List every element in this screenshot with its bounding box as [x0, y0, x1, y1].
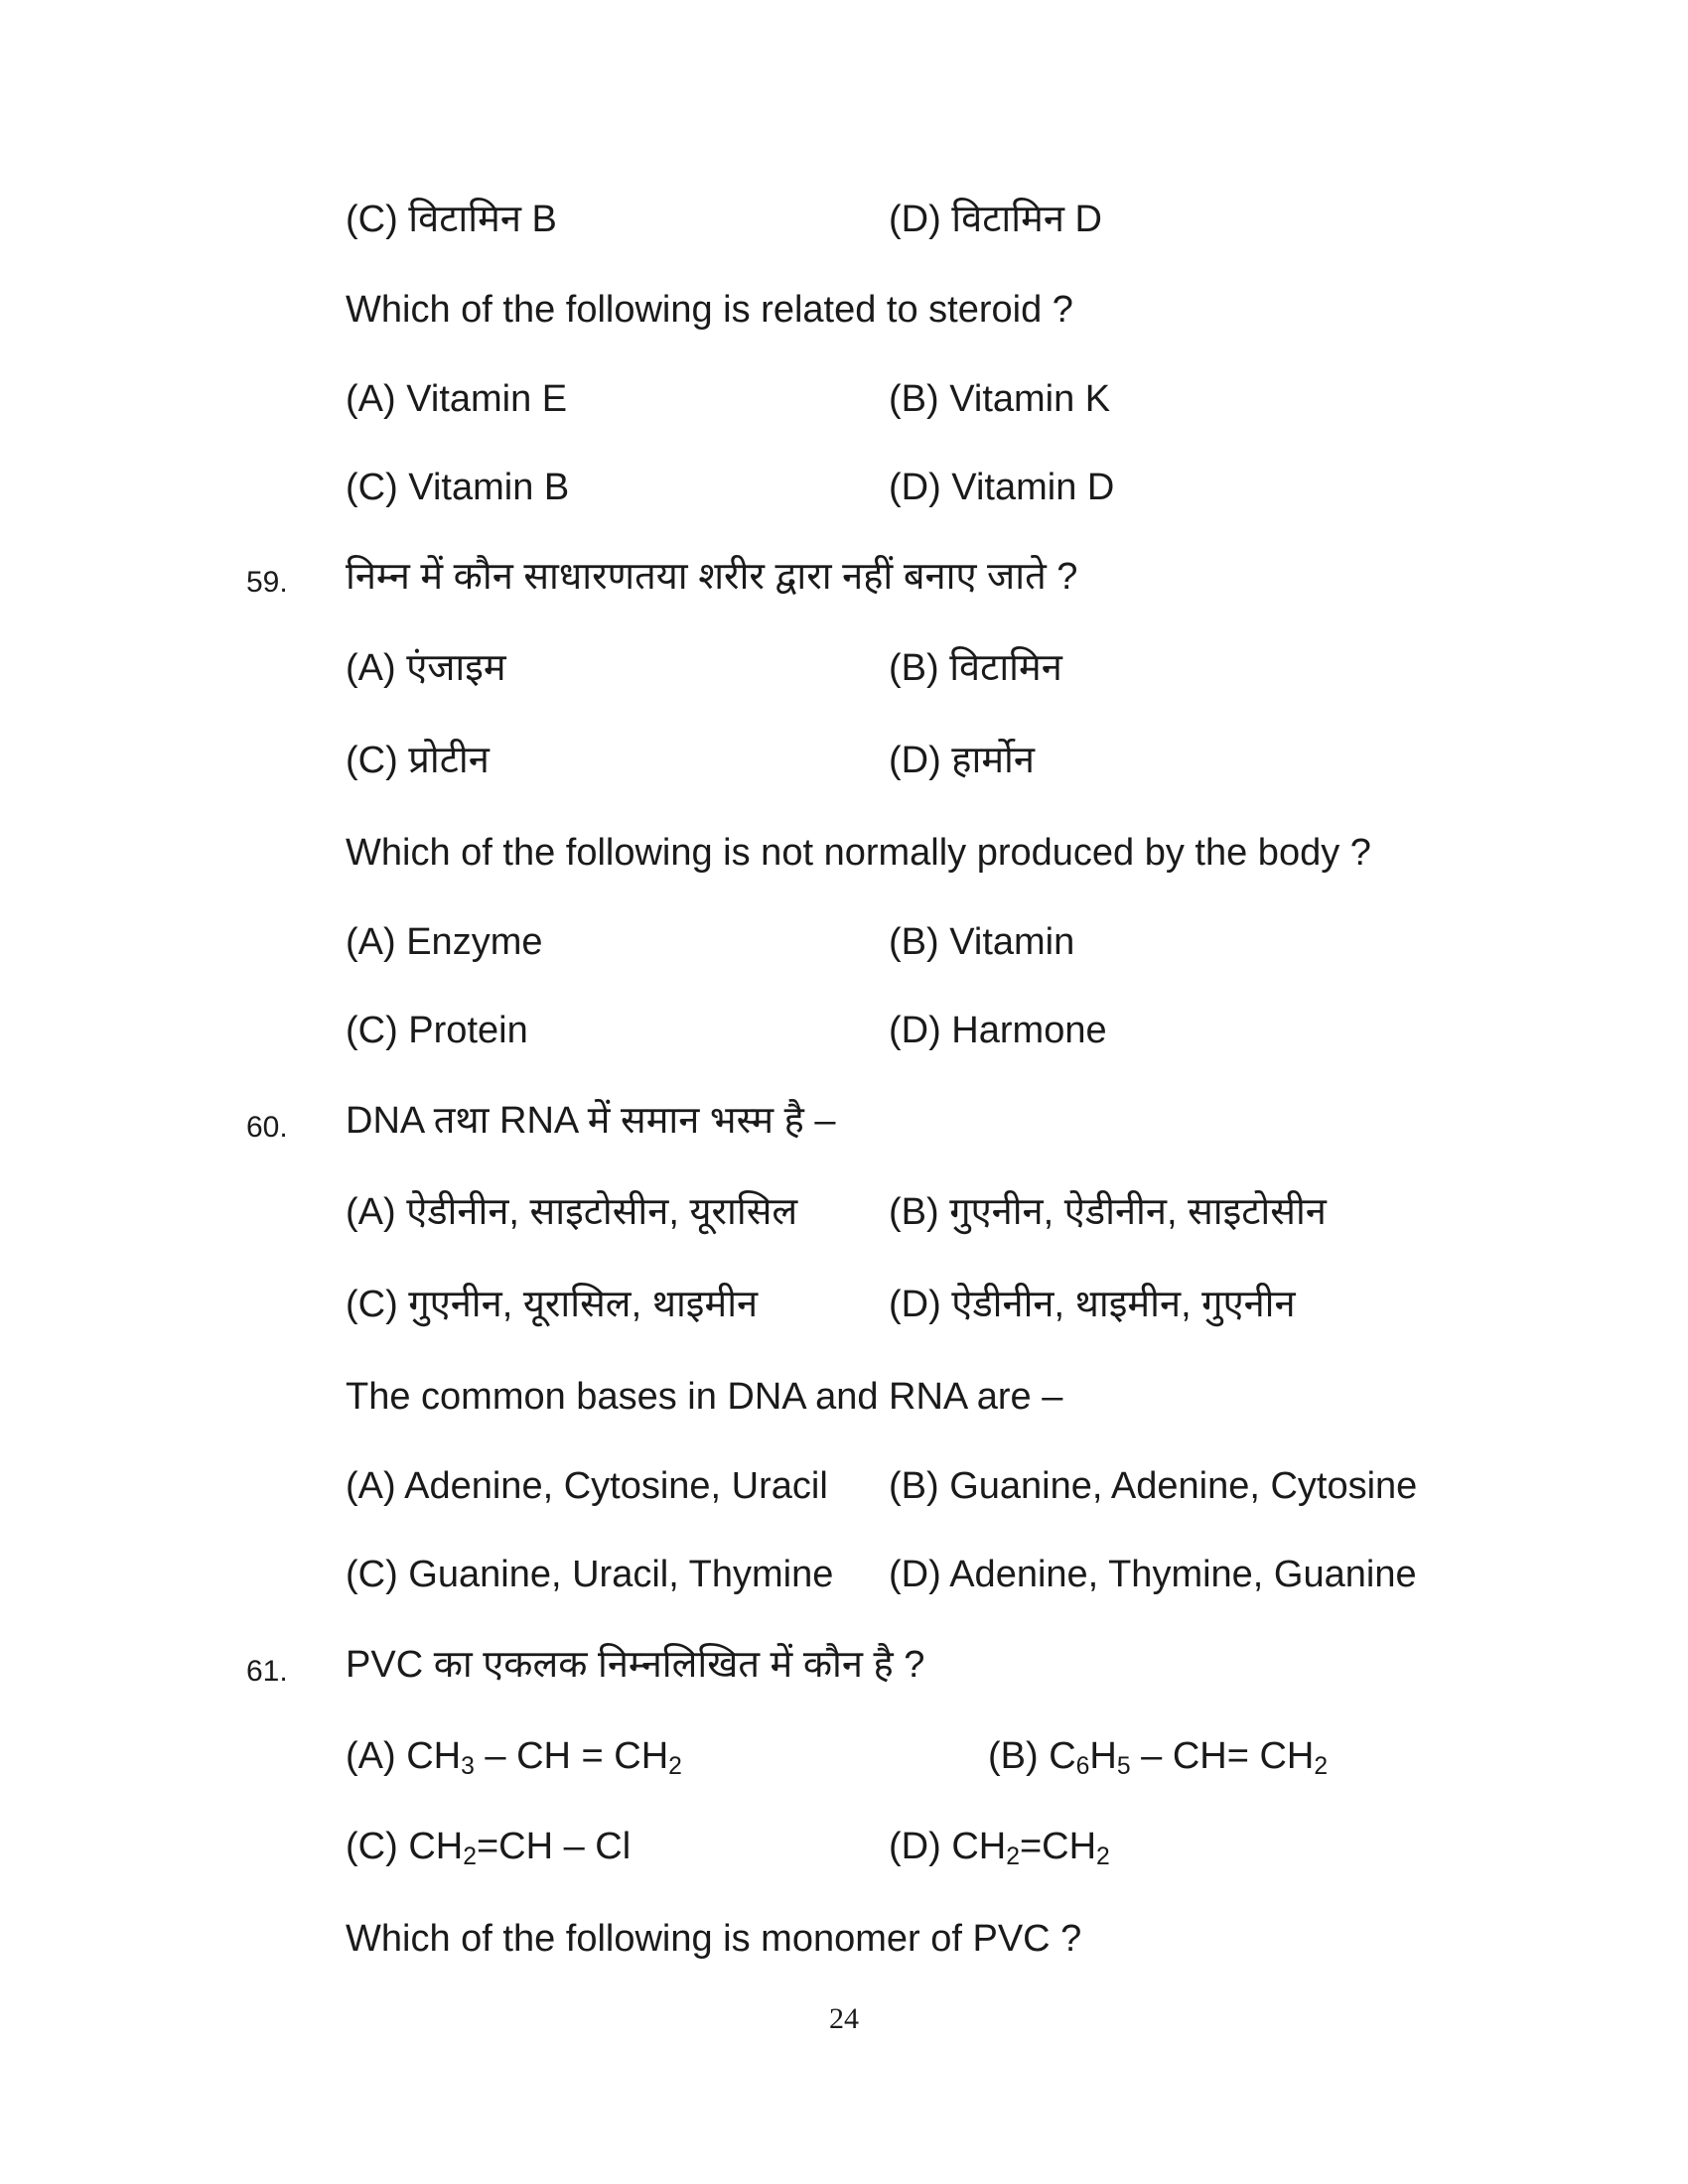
option-b-hindi: (B) विटामिन: [889, 647, 1062, 689]
formula-part: CH: [408, 1826, 464, 1867]
option-c-formula: [346, 1824, 631, 1869]
question-text-hindi: PVC का एकलक निम्नलिखित में कौन है ?: [346, 1644, 925, 1686]
option-c-hindi: (C) विटामिन B: [346, 199, 557, 240]
option-d: (D) Vitamin D: [889, 467, 1115, 508]
option-c: (C) Protein: [346, 1010, 528, 1051]
question-text-english: Which of the following is not normally produced by the body ?: [346, 832, 1371, 874]
formula-subscript: 2: [1314, 1753, 1329, 1781]
option-b: (B) Vitamin: [889, 921, 1075, 963]
formula-subscript: 2: [1006, 1843, 1020, 1871]
question-number: 60.: [246, 1111, 288, 1144]
question-number: 61.: [246, 1655, 288, 1688]
option-d-hindi: (D) हार्मोन: [889, 740, 1035, 781]
option-d: (D) Harmone: [889, 1010, 1107, 1051]
page-number: 24: [829, 2002, 859, 2035]
formula-part: CH: [406, 1735, 462, 1777]
formula-subscript: 5: [1116, 1753, 1131, 1781]
question-text-english: Which of the following is related to steroid ?: [346, 289, 1073, 331]
question-text-english: Which of the following is monomer of PVC ?: [346, 1918, 1082, 1960]
option-b-formula: [988, 1733, 1328, 1779]
option-a-formula: [346, 1733, 682, 1779]
option-b: (B) Guanine, Adenine, Cytosine: [889, 1465, 1418, 1507]
option-d-formula: [889, 1824, 1110, 1869]
question-text-english: The common bases in DNA and RNA are –: [346, 1376, 1063, 1418]
formula-subscript: 2: [668, 1753, 682, 1781]
question-text-hindi: DNA तथा RNA में समान भस्म है –: [346, 1100, 836, 1142]
option-d: (D) Adenine, Thymine, Guanine: [889, 1554, 1417, 1595]
option-d-hindi: (D) विटामिन D: [889, 199, 1102, 240]
option-c: (C) Guanine, Uracil, Thymine: [346, 1554, 834, 1595]
option-label: (C): [346, 1826, 409, 1867]
option-label: (D): [889, 1826, 952, 1867]
option-c-hindi: (C) प्रोटीन: [346, 740, 490, 781]
option-a: (A) Enzyme: [346, 921, 543, 963]
formula-part: =CH – Cl: [476, 1826, 632, 1867]
formula-subscript: 3: [461, 1753, 475, 1781]
formula-part: =CH: [1019, 1826, 1097, 1867]
formula-part: H: [1089, 1735, 1117, 1777]
option-b-hindi: (B) गुएनीन, ऐडीनीन, साइटोसीन: [889, 1191, 1327, 1233]
formula-subscript: 2: [463, 1843, 477, 1871]
option-a-hindi: (A) एंजाइम: [346, 647, 506, 689]
option-a: (A) Adenine, Cytosine, Uracil: [346, 1465, 828, 1507]
formula-part: – CH= CH: [1130, 1735, 1315, 1777]
formula-part: C: [1049, 1735, 1076, 1777]
question-text-hindi: निम्न में कौन साधारणतया शरीर द्वारा नहीं बनाए जाते ?: [346, 556, 1078, 598]
option-a: (A) Vitamin E: [346, 378, 568, 420]
option-c-hindi: (C) गुएनीन, यूरासिल, थाइमीन: [346, 1284, 759, 1325]
option-label: (B): [988, 1735, 1050, 1777]
option-d-hindi: (D) ऐडीनीन, थाइमीन, गुएनीन: [889, 1284, 1296, 1325]
option-a-hindi: (A) ऐडीनीन, साइटोसीन, यूरासिल: [346, 1191, 798, 1233]
formula-part: – CH = CH: [474, 1735, 669, 1777]
formula-subscript: 6: [1075, 1753, 1090, 1781]
formula-part: CH: [951, 1826, 1007, 1867]
option-b: (B) Vitamin K: [889, 378, 1111, 420]
option-label: (A): [346, 1735, 407, 1777]
question-number: 59.: [246, 566, 288, 599]
option-c: (C) Vitamin B: [346, 467, 570, 508]
formula-subscript: 2: [1096, 1843, 1110, 1871]
